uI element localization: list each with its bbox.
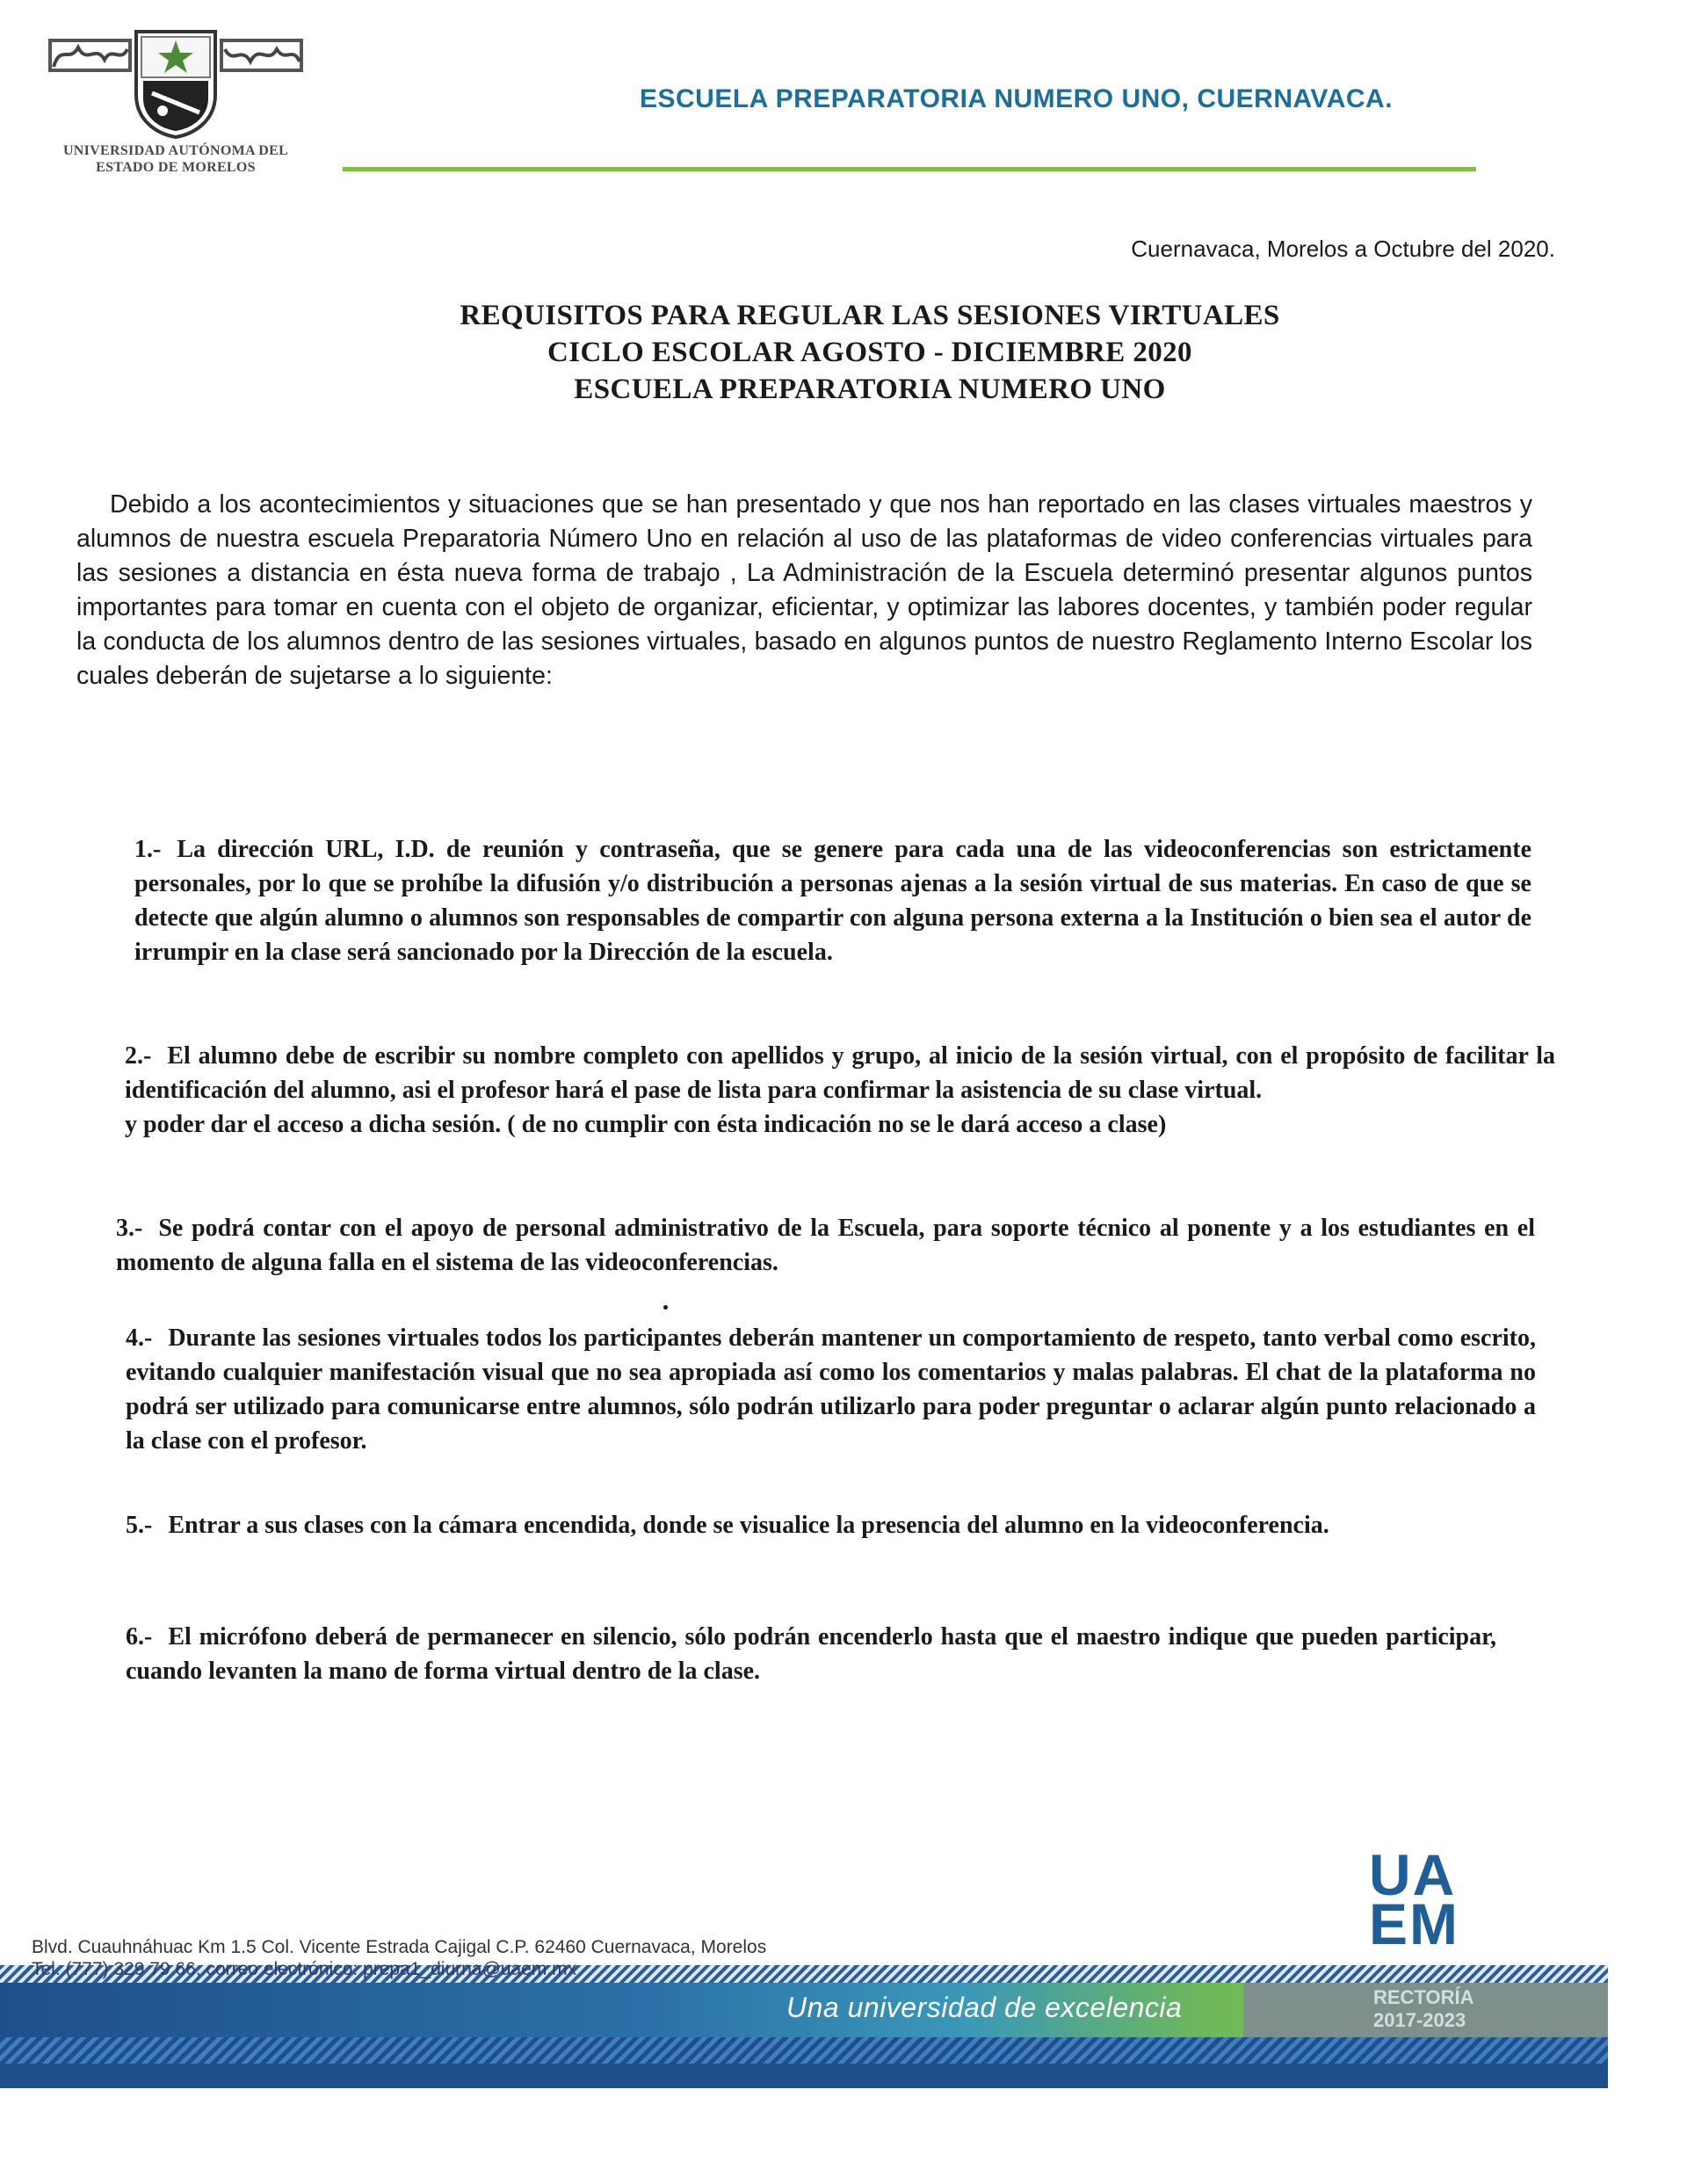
rectoria-line2: 2017-2023 bbox=[1373, 2009, 1466, 2031]
rule-text-extra: y poder dar el acceso a dicha sesión. ( de no cumplir con ésta indicación no se le dará acceso a clase) bbox=[125, 1111, 1167, 1138]
rule-number: 2.- bbox=[125, 1042, 152, 1070]
rectoria-label bbox=[1373, 1986, 1474, 2032]
footer-band bbox=[0, 1965, 1608, 2088]
coat-of-arms-icon bbox=[48, 25, 303, 139]
footer-stripe-bottom bbox=[0, 2037, 1608, 2064]
rule-item-5 bbox=[126, 1508, 1391, 1542]
intro-paragraph: Debido a los acontecimientos y situaciones que se han presentado y que nos han reportado en las clases virtuales maestros y alumnos de nuestra escuela Preparatoria Número Uno en relación al uso de las plataformas de video conferencias virtuales para las sesiones a distancia en ésta nueva forma de trabajo , La Administración de la Escuela determinó presentar algunos puntos importantes para tomar en cuenta con el objeto de organizar, eficientar, y optimizar las labores docentes, y también poder regular la conducta de los alumnos dentro de las sesiones virtuales, basado en algunos puntos de nuestro Reglamento Interno Escolar los cuales deberán de sujetarse a lo siguiente: bbox=[76, 490, 1532, 690]
rule-text: La dirección URL, I.D. de reunión y contraseña, que se genere para cada una de las videoconferencias son estrictamente personales, por lo que se prohíbe la difusión y/o distribución a personas ajenas a la sesión virtual de sus materias. En caso de que se detecte que algún alumno o alumnos son responsables de compartir con alguna persona externa a la Institución o bien sea el autor de irrumpir en la clase será sancionado por la Dirección de la escuela. bbox=[134, 836, 1531, 966]
rule-number: 3.- bbox=[116, 1215, 143, 1242]
university-logo bbox=[48, 25, 303, 176]
date-line: Cuernavaca, Morelos a Octubre del 2020. bbox=[1131, 236, 1555, 262]
rule-item-2 bbox=[125, 1039, 1555, 1142]
uaem-logo-line2: EM bbox=[1369, 1891, 1459, 1956]
footer-slogan: Una universidad de excelencia bbox=[786, 1992, 1183, 2023]
rule-text: El micrófono deberá de permanecer en silencio, sólo podrán encenderlo hasta que el maestro indique que pueden participar, cuando levanten la mano de forma virtual dentro de la clase. bbox=[126, 1623, 1496, 1685]
rule-item-4 bbox=[126, 1321, 1536, 1458]
rule-number: 5.- bbox=[126, 1512, 153, 1539]
rectoria-line1: RECTORÍA bbox=[1373, 1986, 1474, 2008]
title-line2: CICLO ESCOLAR AGOSTO - DICIEMBRE 2020 bbox=[547, 337, 1192, 368]
rule-item-1 bbox=[134, 832, 1531, 969]
rule-number: 4.- bbox=[126, 1324, 153, 1352]
title-line3: ESCUELA PREPARATORIA NUMERO UNO bbox=[574, 374, 1166, 405]
document-title bbox=[0, 297, 1687, 408]
rule-text: El alumno debe de escribir su nombre completo con apellidos y grupo, al inicio de la sesión virtual, con el propósito de facilitar la identificación del alumno, asi el profesor hará el pase de lista para confirmar la asistencia de su clase virtual. bbox=[125, 1042, 1555, 1104]
school-title: ESCUELA PREPARATORIA NUMERO UNO, CUERNAVACA. bbox=[640, 84, 1394, 113]
uaem-logo-line1: UA bbox=[1369, 1842, 1457, 1907]
title-line1: REQUISITOS PARA REGULAR LAS SESIONES VIRTUALES bbox=[460, 300, 1280, 331]
address-line1: Blvd. Cuauhnáhuac Km 1.5 Col. Vicente Estrada Cajigal C.P. 62460 Cuernavaca, Morelos bbox=[32, 1937, 767, 1957]
footer-address bbox=[32, 1936, 766, 1980]
university-name bbox=[48, 142, 303, 176]
rule-text: Entrar a sus clases con la cámara encendida, donde se visualice la presencia del alumno en la videoconferencia. bbox=[168, 1512, 1329, 1539]
rule-number: 1.- bbox=[134, 836, 162, 863]
rule-number: 6.- bbox=[126, 1623, 153, 1651]
rule-item-6 bbox=[126, 1620, 1496, 1688]
stray-dot bbox=[663, 1305, 668, 1310]
university-name-line1: UNIVERSIDAD AUTÓNOMA DEL bbox=[62, 143, 289, 158]
rule-text: Se podrá contar con el apoyo de personal administrativo de la Escuela, para soporte técnico al ponente y a los estudiantes en el momento de alguna falla en el sistema de las videoconferencias. bbox=[116, 1215, 1535, 1276]
university-name-line2: ESTADO DE MORELOS bbox=[96, 160, 256, 175]
footer-bottom-bar bbox=[0, 2064, 1608, 2088]
rule-text: Durante las sesiones virtuales todos los participantes deberán mantener un comportamiento de respeto, tanto verbal como escrito, evitando cualquier manifestación visual que no sea apropiada así como los comentarios y malas palabras. El chat de la plataforma no podrá ser utilizado para comunicarse entre alumnos, sólo podrán utilizarlo para poder preguntar o aclarar algún punto relacionado a la clase con el profesor. bbox=[126, 1324, 1536, 1455]
header-divider bbox=[343, 167, 1476, 171]
address-line2: Tel. (777) 329 79 66, correo electrónico: prepa1_diurna@uaem.mx bbox=[32, 1959, 577, 1979]
rule-item-3 bbox=[116, 1211, 1535, 1280]
uaem-logo bbox=[1369, 1842, 1459, 1956]
